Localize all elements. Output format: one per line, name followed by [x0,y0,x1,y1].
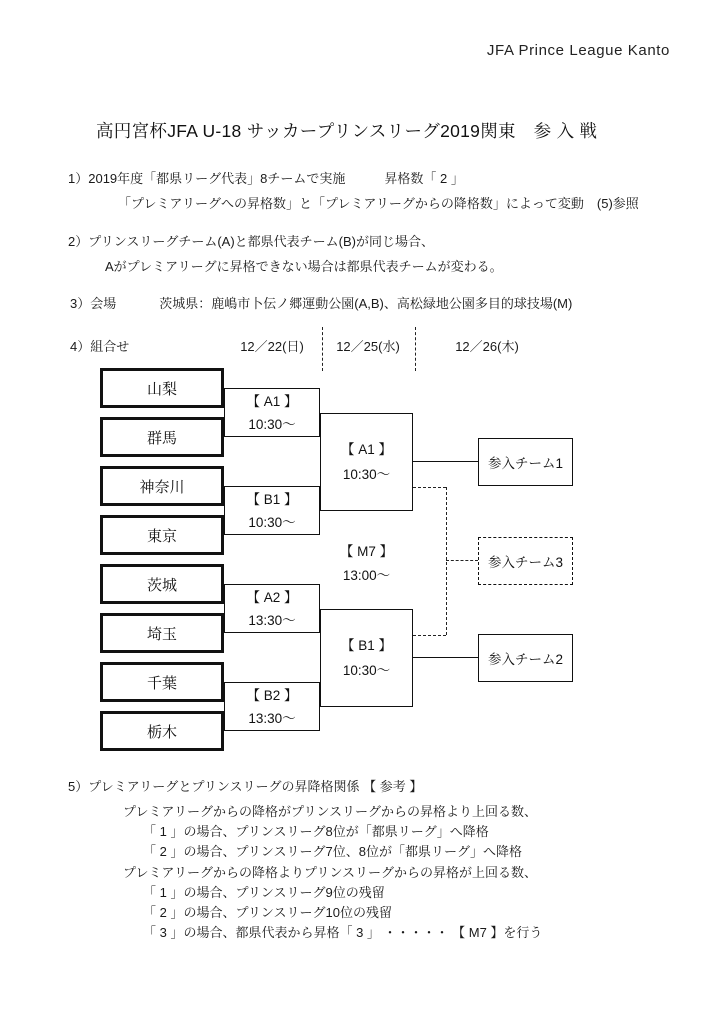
team-box-tokyo: 東京 [100,515,224,555]
date-separator-line-1 [322,327,323,371]
document-header: JFA Prince League Kanto [486,42,670,59]
dashed-connector-vertical [446,487,447,635]
match-box-a1-round1 [224,388,320,437]
item-1-line-2: 「プレミアリーグへの昇格数」と「プレミアリーグからの降格数」によって変動 (5)参照 [118,196,639,211]
dashed-connector-b1-loser [413,635,446,636]
item-4-label: 4）組合せ [70,339,130,354]
venue-text: 茨城県：鹿嶋市卜伝ノ郷運動公園(A,B)、高松緑地公園多目的球技場(M) [159,296,573,311]
item-3-line [70,293,572,312]
match-time: 10:30～ [342,662,391,678]
match-box-b1-round1 [224,486,320,535]
item-5-heading: 5）プレミアリーグとプリンスリーグの昇降格関係 【 参考 】 [68,779,423,794]
team-box-ibaraki: 茨城 [100,564,224,604]
item-5-line-4: プレミアリーグからの降格よりプリンスリーグからの昇格が上回る数、 [123,865,538,880]
team-box-tochigi: 栃木 [100,711,224,751]
item-5-line-7: 「 3 」の場合、都県代表から昇格「 3 」 ・・・・・ 【 M7 】を行う [143,925,543,940]
schedule-date-3: 12／26(木) [455,339,519,354]
item-5-line-2: 「 1 」の場合、プリンスリーグ8位が「都県リーグ」へ降格 [143,824,489,839]
match-label: 【 A1 】 [340,441,392,457]
item-1-line-1: 1）2019年度「都県リーグ代表」8チームで実施 昇格数「 2 」 [68,171,464,186]
match-box-a1-final [320,413,413,511]
match-time: 13:30～ [248,612,296,628]
item-2-line-2: Aがプレミアリーグに昇格できない場合は都県代表チームが変わる。 [105,259,503,274]
venue-number-label: 3）会場 [70,296,117,311]
match-label: 【 M7 】 [339,544,394,559]
team-box-chiba: 千葉 [100,662,224,702]
entry-team-1-box: 参入チーム1 [478,438,573,486]
match-label: 【 A1 】 [246,393,298,409]
match-box-b1-final [320,609,413,707]
match-time: 10:30～ [248,514,296,530]
team-box-kanagawa: 神奈川 [100,466,224,506]
match-label: 【 B2 】 [246,687,298,703]
schedule-date-1: 12／22(日) [240,339,304,354]
match-box-b2-round1 [224,682,320,731]
entry-team-3-box: 参入チーム3 [478,537,573,585]
match-time: 13:00～ [342,568,391,583]
match-time: 13:30～ [248,710,296,726]
team-box-saitama: 埼玉 [100,613,224,653]
match-label-m7 [320,540,413,588]
item-5-line-6: 「 2 」の場合、プリンスリーグ10位の残留 [143,905,393,920]
page-title: 高円宮杯JFA U-18 サッカープリンスリーグ2019関東 参 入 戦 [96,121,598,141]
item-5-line-5: 「 1 」の場合、プリンスリーグ9位の残留 [143,885,385,900]
match-label: 【 B1 】 [340,637,392,653]
entry-team-2-box: 参入チーム2 [478,634,573,682]
team-box-gunma: 群馬 [100,417,224,457]
match-time: 10:30～ [342,466,391,482]
item-5-line-3: 「 2 」の場合、プリンスリーグ7位、8位が「都県リーグ」へ降格 [143,844,523,859]
dashed-connector-a1-loser [413,487,446,488]
match-label: 【 B1 】 [246,491,298,507]
connector-line-entry2 [413,657,478,658]
match-label: 【 A2 】 [246,589,298,605]
dashed-connector-entry3 [446,560,478,561]
connector-line-entry1 [413,461,478,462]
schedule-date-2: 12／25(水) [336,339,400,354]
match-box-a2-round1 [224,584,320,633]
team-box-yamanashi: 山梨 [100,368,224,408]
date-separator-line-2 [415,327,416,371]
item-5-line-1: プレミアリーグからの降格がプリンスリーグからの昇格より上回る数、 [123,804,538,819]
match-time: 10:30～ [248,416,296,432]
item-2-line-1: 2）プリンスリーグチーム(A)と都県代表チーム(B)が同じ場合、 [68,234,434,249]
